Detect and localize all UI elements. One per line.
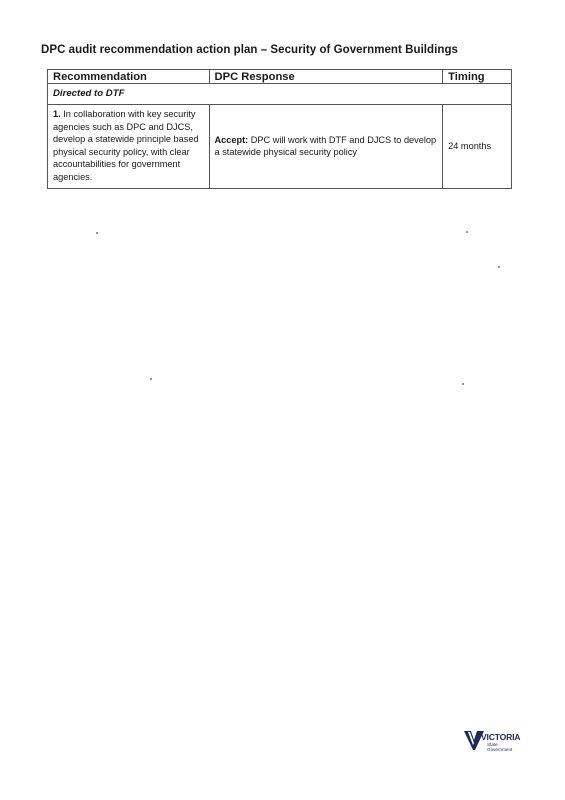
scan-speck <box>150 378 152 380</box>
response-cell <box>209 105 443 189</box>
header-recommendation: Recommendation <box>48 70 210 84</box>
table-row <box>48 105 512 189</box>
action-plan-table <box>47 69 512 189</box>
table-header-row <box>48 70 512 84</box>
header-dpc-response: DPC Response <box>209 70 443 84</box>
logo-subtitle-line2: Government <box>487 747 513 752</box>
header-timing: Timing <box>443 70 512 84</box>
timing-cell: 24 months <box>443 105 512 189</box>
recommendation-cell <box>48 105 210 189</box>
group-row <box>48 84 512 105</box>
scan-speck <box>498 266 500 268</box>
page-title: DPC audit recommendation action plan – Security of Government Buildings <box>41 44 458 56</box>
recommendation-number: 1. <box>53 109 61 119</box>
group-label: Directed to DTF <box>48 84 512 105</box>
response-label: Accept: <box>214 134 249 145</box>
logo-wordmark: VICTORIA <box>481 732 521 742</box>
victoria-government-logo <box>463 729 523 755</box>
scan-speck <box>96 232 98 234</box>
recommendation-text: In collaboration with key security agencies such as DPC and DJCS, develop a statewide principle based physical security policy, with clear accountabilities for government agencies. <box>53 109 199 182</box>
logo-subtitle <box>487 742 512 752</box>
scan-speck <box>462 383 464 385</box>
logo-subtitle-line1: State <box>487 742 498 747</box>
scan-speck <box>466 231 468 233</box>
response-text: DPC will work with DTF and DJCS to develop a statewide physical security policy <box>214 134 437 158</box>
